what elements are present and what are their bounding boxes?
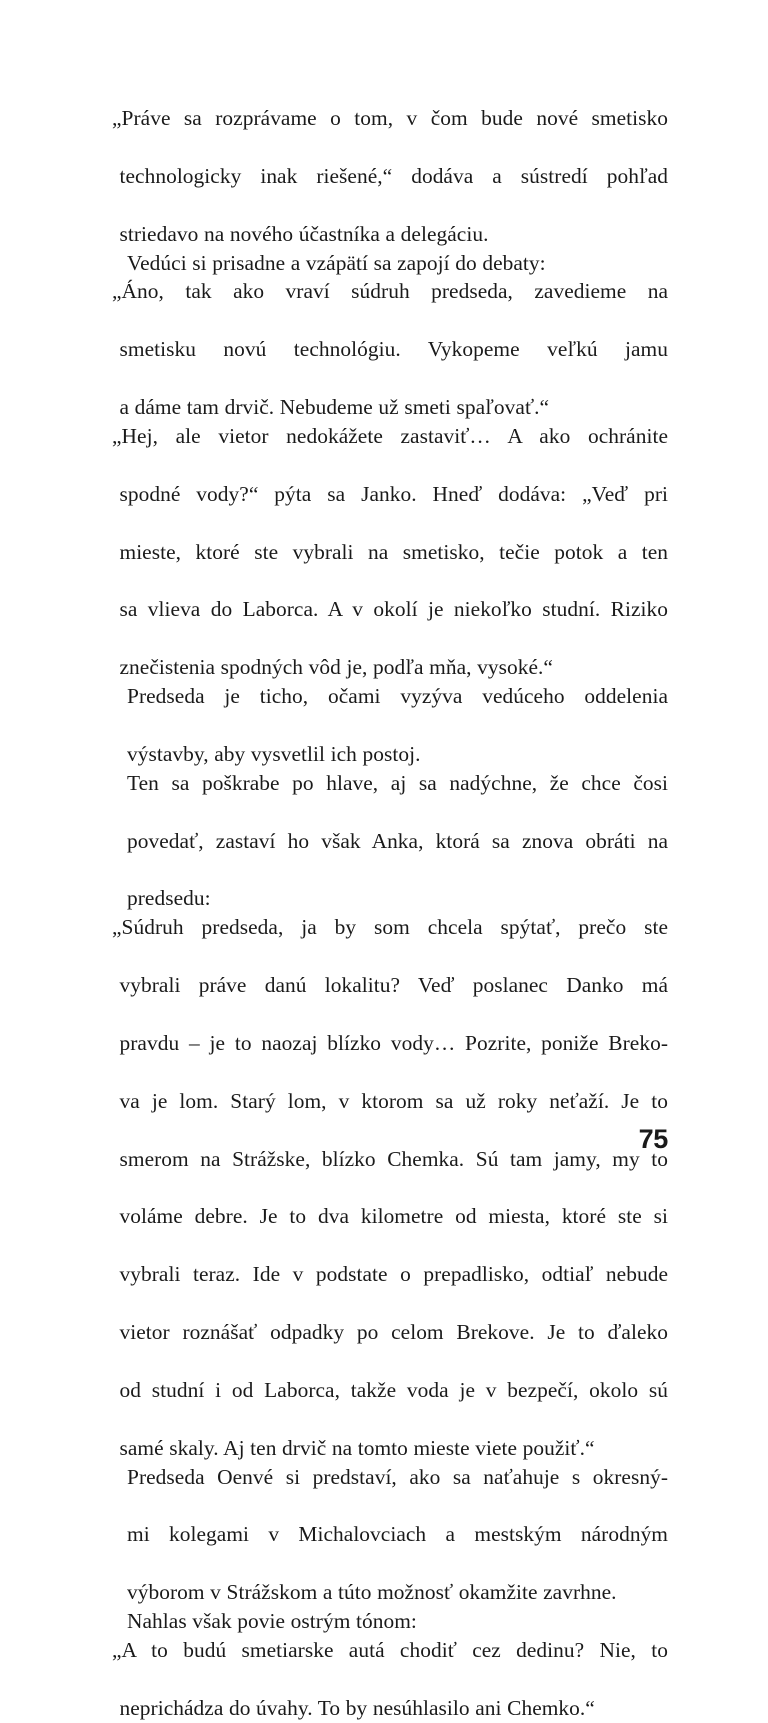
paragraph <box>127 1607 668 1636</box>
text-line: od studní i od Laborca, takže voda je v bezpečí, okolo sú <box>119 1377 668 1402</box>
text-line: striedavo na nového účastníka a delegáciu. <box>119 221 489 246</box>
page-body-text <box>112 104 668 1723</box>
paragraph <box>127 249 668 278</box>
text-line: sa vlieva do Laborca. A v okolí je niekoľko studní. Riziko <box>119 597 668 622</box>
paragraph <box>112 1636 668 1723</box>
text-line: samé skaly. Aj ten drvič na tomto mieste viete použiť.“ <box>119 1435 595 1460</box>
text-line: povedať, zastaví ho však Anka, ktorá sa znova obráti na <box>127 828 668 853</box>
text-line: smerom na Strážske, blízko Chemka. Sú tam jamy, my to <box>119 1146 668 1171</box>
paragraph <box>112 104 668 249</box>
text-line: výborom v Strážskom a túto možnosť okamžite zavrhne. <box>127 1580 617 1605</box>
text-line: predsedu: <box>127 886 211 911</box>
text-line: výstavby, aby vysvetlil ich postoj. <box>127 741 421 766</box>
text-line: „Hej, ale vietor nedokážete zastaviť… A ako ochránite <box>112 423 668 448</box>
page-number: 75 <box>638 1124 668 1154</box>
text-line: „Práve sa rozprávame o tom, v čom bude nové smetisko <box>112 106 668 130</box>
text-line: spodné vody?“ pýta sa Janko. Hneď dodáva: „Veď pri <box>119 481 668 506</box>
paragraph <box>112 422 668 682</box>
text-line: „Áno, tak ako vraví súdruh predseda, zavedieme na <box>112 279 668 304</box>
text-line: vybrali teraz. Ide v podstate o prepadlisko, odtiaľ nebude <box>119 1262 668 1287</box>
paragraph <box>127 769 668 914</box>
text-line: pravdu – je to naozaj blízko vody… Pozrite, poniže Breko- <box>119 1031 668 1055</box>
text-line: Vedúci si prisadne a vzápätí sa zapojí do debaty: <box>127 250 546 275</box>
text-line: „Súdruh predseda, ja by som chcela spýtať, prečo ste <box>112 915 668 940</box>
text-line: voláme debre. Je to dva kilometre od miesta, ktoré ste si <box>119 1204 668 1229</box>
text-line: mi kolegami v Michalovciach a mestským národným <box>127 1522 668 1547</box>
text-line: Ten sa poškrabe po hlave, aj sa nadýchne, že chce čosi <box>127 770 668 795</box>
text-line: technologicky inak riešené,“ dodáva a sústredí pohľad <box>119 163 668 188</box>
text-line: smetisku novú technológiu. Vykopeme veľkú jamu <box>119 337 668 362</box>
text-line: neprichádza do úvahy. To by nesúhlasilo ani Chemko.“ <box>119 1695 595 1720</box>
text-line: Predseda Oenvé si predstaví, ako sa naťahuje s okresný- <box>127 1464 668 1489</box>
paragraph <box>127 682 668 769</box>
paragraph <box>112 913 668 1462</box>
text-line: mieste, ktoré ste vybrali na smetisko, tečie potok a ten <box>119 539 668 564</box>
text-line: „A to budú smetiarske autá chodiť cez dedinu? Nie, to <box>112 1638 668 1663</box>
text-line: Predseda je ticho, očami vyzýva vedúceho oddelenia <box>127 684 668 709</box>
text-line: Nahlas však povie ostrým tónom: <box>127 1609 417 1634</box>
paragraph <box>112 277 668 422</box>
text-line: va je lom. Starý lom, v ktorom sa už roky neťaží. Je to <box>119 1088 668 1113</box>
text-line: znečistenia spodných vôd je, podľa mňa, vysoké.“ <box>119 655 553 680</box>
text-line: vybrali práve danú lokalitu? Veď poslanec Danko má <box>119 973 668 998</box>
text-line: vietor roznášať odpadky po celom Brekove. Je to ďaleko <box>119 1320 668 1345</box>
text-line: a dáme tam drvič. Nebudeme už smeti spaľovať.“ <box>119 395 550 420</box>
paragraph <box>127 1463 668 1608</box>
